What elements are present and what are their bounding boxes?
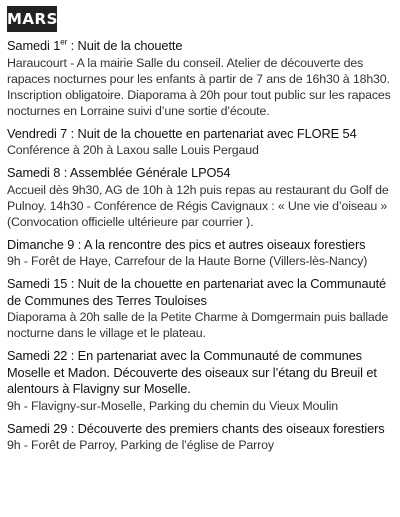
event-item <box>7 165 395 230</box>
event-title: Samedi 8 : Assemblée Générale LPO54 <box>7 165 231 180</box>
event-title: Dimanche 9 : A la rencontre des pics et autres oiseaux forestiers <box>7 236 366 252</box>
event-title: Vendredi 7 : Nuit de la chouette en partenariat avec FLORE 54 <box>7 125 357 141</box>
event-details: Accueil dès 9h30, AG de 10h à 12h puis repas au restaurant du Golf de Pulnoy. 14h30 - Conférence de Régis Cavignaux : « Une vie d’oiseau » (Convocation officielle ultérieure par courrier ). <box>7 182 389 229</box>
event-item <box>7 276 395 341</box>
event-details: Conférence à 20h à Laxou salle Louis Pergaud <box>7 143 259 157</box>
event-list <box>7 38 395 460</box>
event-item <box>7 237 395 270</box>
event-item <box>7 421 395 454</box>
event-details: 9h - Flavigny-sur-Moselle, Parking du chemin du Vieux Moulin <box>7 398 338 413</box>
event-title: Samedi 15 : Nuit de la chouette en partenariat avec la Communauté de Communes des Terres Touloises <box>7 276 387 308</box>
event-details: Haraucourt - A la mairie Salle du conseil. Atelier de découverte des rapaces nocturnes pour les enfants à partir de 7 ans de 16h30 à 18h30. Inscription obligatoire. Diaporama à 20h pour tout public sur les rapaces nocturnes en Lorraine suivi d’une sortie d’écoute. <box>7 55 391 118</box>
event-item <box>7 126 395 159</box>
event-item <box>7 38 395 119</box>
event-details: 9h - Forêt de Parroy, Parking de l’église de Parroy <box>7 438 274 452</box>
event-item <box>7 348 395 414</box>
event-title: Samedi 1er : Nuit de la chouette <box>7 37 183 53</box>
event-details: Diaporama à 20h salle de la Petite Charme à Domgermain puis ballade nocturne dans le village et le plateau. <box>7 310 389 340</box>
event-title: Samedi 29 : Découverte des premiers chants des oiseaux forestiers <box>7 420 385 436</box>
month-banner: MARS <box>7 6 57 32</box>
event-title: Samedi 22 : En partenariat avec la Communauté de communes Moselle et Madon. Découverte des oiseaux sur l’étang du Breuil et alentours à Flavigny sur Moselle. <box>7 348 377 396</box>
event-details: 9h - Forêt de Haye, Carrefour de la Haute Borne (Villers-lès-Nancy) <box>7 254 368 268</box>
